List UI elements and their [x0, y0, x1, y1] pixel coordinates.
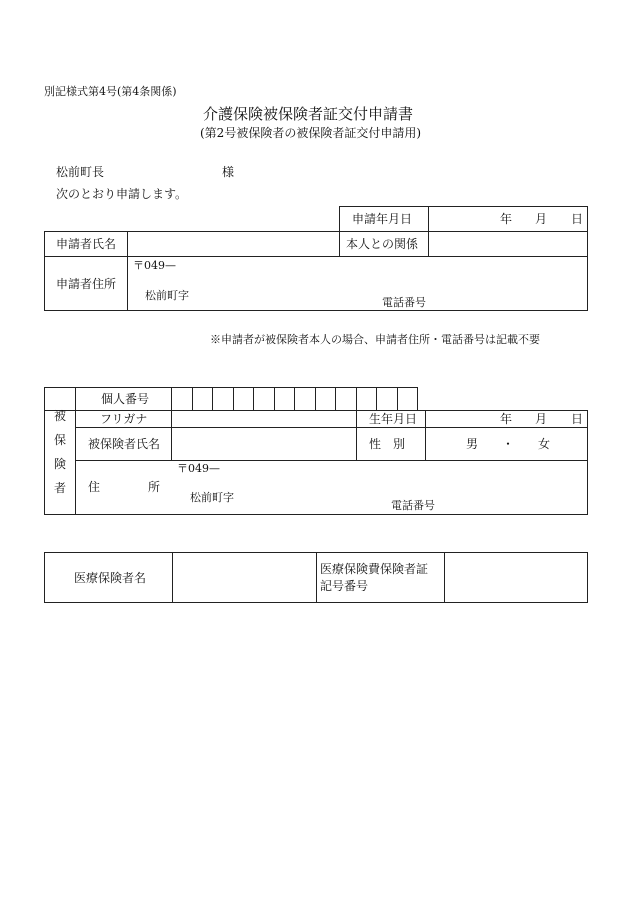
- applicant-name-label: 申請者氏名: [56, 237, 117, 251]
- insured-phone-label: 電話番号: [391, 499, 435, 512]
- insured-address-label-2: 所: [148, 480, 161, 494]
- exemption-note: ※申請者が被保険者本人の場合、申請者住所・電話番号は記載不要: [210, 333, 540, 346]
- application-date-label: 申請年月日: [352, 212, 413, 226]
- insured-name-label: 被保険者氏名: [88, 437, 161, 451]
- request-text: 次のとおり申請します。: [56, 187, 188, 201]
- addressee: 松前町長: [56, 165, 105, 179]
- relation-label: 本人との関係: [346, 237, 419, 251]
- applicant-address-label: 申請者住所: [56, 277, 117, 291]
- insured-name-field[interactable]: [172, 428, 355, 459]
- applicant-phone-label: 電話番号: [382, 296, 426, 309]
- sex-label: 性 別: [369, 437, 406, 451]
- furigana-field[interactable]: [172, 411, 355, 426]
- furigana-label: フリガナ: [100, 412, 148, 426]
- sex-female-option[interactable]: 女: [538, 437, 551, 451]
- insured-address-field[interactable]: [76, 461, 587, 514]
- birth-year-unit: 年: [500, 412, 513, 426]
- medical-insurer-field[interactable]: [173, 553, 315, 602]
- applicant-name-field[interactable]: [128, 232, 338, 256]
- insured-side-label-2: 保: [54, 433, 67, 447]
- insured-side-label-4: 者: [54, 481, 67, 495]
- insured-side-label-1: 被: [54, 409, 67, 423]
- insured-address-label-1: 住: [88, 480, 101, 494]
- form-title: 介護保険被保険者証交付申請書: [203, 105, 414, 123]
- insured-town-prefix: 松前町字: [190, 491, 234, 504]
- insurance-symbol-label-line2: 記号番号: [320, 579, 369, 593]
- insured-postal-prefix: 〒049—: [177, 462, 220, 475]
- form-subtitle: (第2号被保険者の被保険者証交付申請用): [200, 126, 421, 140]
- sex-male-option[interactable]: 男: [466, 437, 479, 451]
- date-month-unit: 月: [535, 212, 548, 226]
- birth-day-unit: 日: [571, 412, 584, 426]
- insurance-symbol-field[interactable]: [445, 553, 587, 602]
- date-year-unit: 年: [500, 212, 513, 226]
- birth-month-unit: 月: [535, 412, 548, 426]
- applicant-address-field[interactable]: [128, 257, 587, 310]
- insured-side-label-3: 険: [54, 457, 67, 471]
- insurance-symbol-label-line1: 医療保険費保険者証: [320, 562, 429, 576]
- birth-date-label: 生年月日: [369, 412, 418, 426]
- medical-insurer-label: 医療保険者名: [74, 571, 147, 585]
- applicant-postal-prefix: 〒049—: [133, 259, 176, 272]
- personal-number-label: 個人番号: [101, 392, 150, 406]
- honorific: 様: [222, 165, 235, 179]
- relation-field[interactable]: [429, 232, 587, 256]
- applicant-town-prefix: 松前町字: [145, 289, 189, 302]
- sex-separator: ・: [502, 437, 515, 451]
- form-reference: 別記様式第4号(第4条関係): [44, 85, 177, 98]
- date-day-unit: 日: [571, 212, 584, 226]
